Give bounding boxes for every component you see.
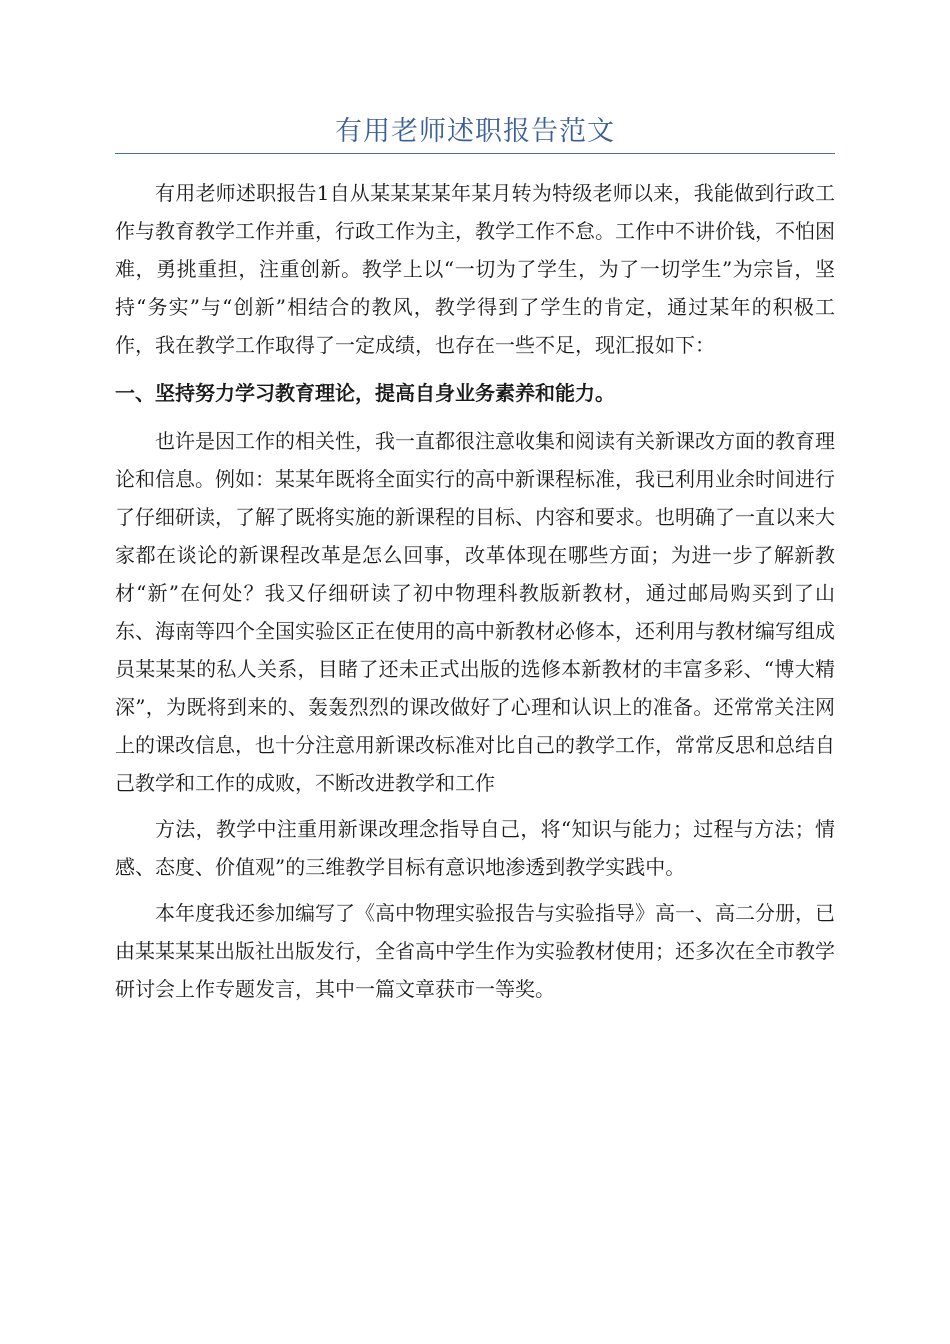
- document-title: 有用老师述职报告范文: [335, 116, 615, 147]
- body-paragraph-1: 也许是因工作的相关性，我一直都很注意收集和阅读有关新课改方面的教育理论和信息。例如：某某年既将全面实行的高中新课程标准，我已利用业余时间进行了仔细研读，了解了既将实施的新课程的目标、内容和要求。也明确了一直以来大家都在谈论的新课程改革是怎么回事，改革体现在哪些方面；为进一步了解新教材“新”在何处？我又仔细研读了初中物理科教版新教材，通过邮局购买到了山东、海南等四个全国实验区正在使用的高中新教材必修本，还利用与教材编写组成员某某某的私人关系，目睹了还未正式出版的选修本新教材的丰富多彩、“博大精深”，为既将到来的、轰轰烈烈的课改做好了心理和认识上的准备。还常常关注网上的课改信息，也十分注意用新课改标准对比自己的教学工作，常常反思和总结自己教学和工作的成败，不断改进教学和工作: [115, 429, 835, 795]
- document-body: [115, 174, 835, 1008]
- section-heading-1: 一、坚持努力学习教育理论，提高自身业务素养和能力。: [115, 381, 615, 405]
- intro-paragraph: 有用老师述职报告1自从某某某某年某月转为特级老师以来，我能做到行政工作与教育教学工作并重，行政工作为主，教学工作不怠。工作中不讲价钱，不怕困难，勇挑重担，注重创新。教学上以“一切为了学生，为了一切学生”为宗旨，坚持“务实”与“创新”相结合的教风，教学得到了学生的肯定，通过某年的积极工作，我在教学工作取得了一定成绩，也存在一些不足，现汇报如下：: [115, 181, 835, 357]
- title-underline: [115, 153, 835, 154]
- body-paragraph-2: 方法，教学中注重用新课改理念指导自己，将“知识与能力；过程与方法；情感、态度、价值观”的三维教学目标有意识地渗透到教学实践中。: [115, 817, 835, 879]
- body-paragraph-3: 本年度我还参加编写了《高中物理实验报告与实验指导》高一、高二分册，已由某某某某出版社出版发行，全省高中学生作为实验教材使用；还多次在全市教学研讨会上作专题发言，其中一篇文章获市一等奖。: [115, 901, 835, 1001]
